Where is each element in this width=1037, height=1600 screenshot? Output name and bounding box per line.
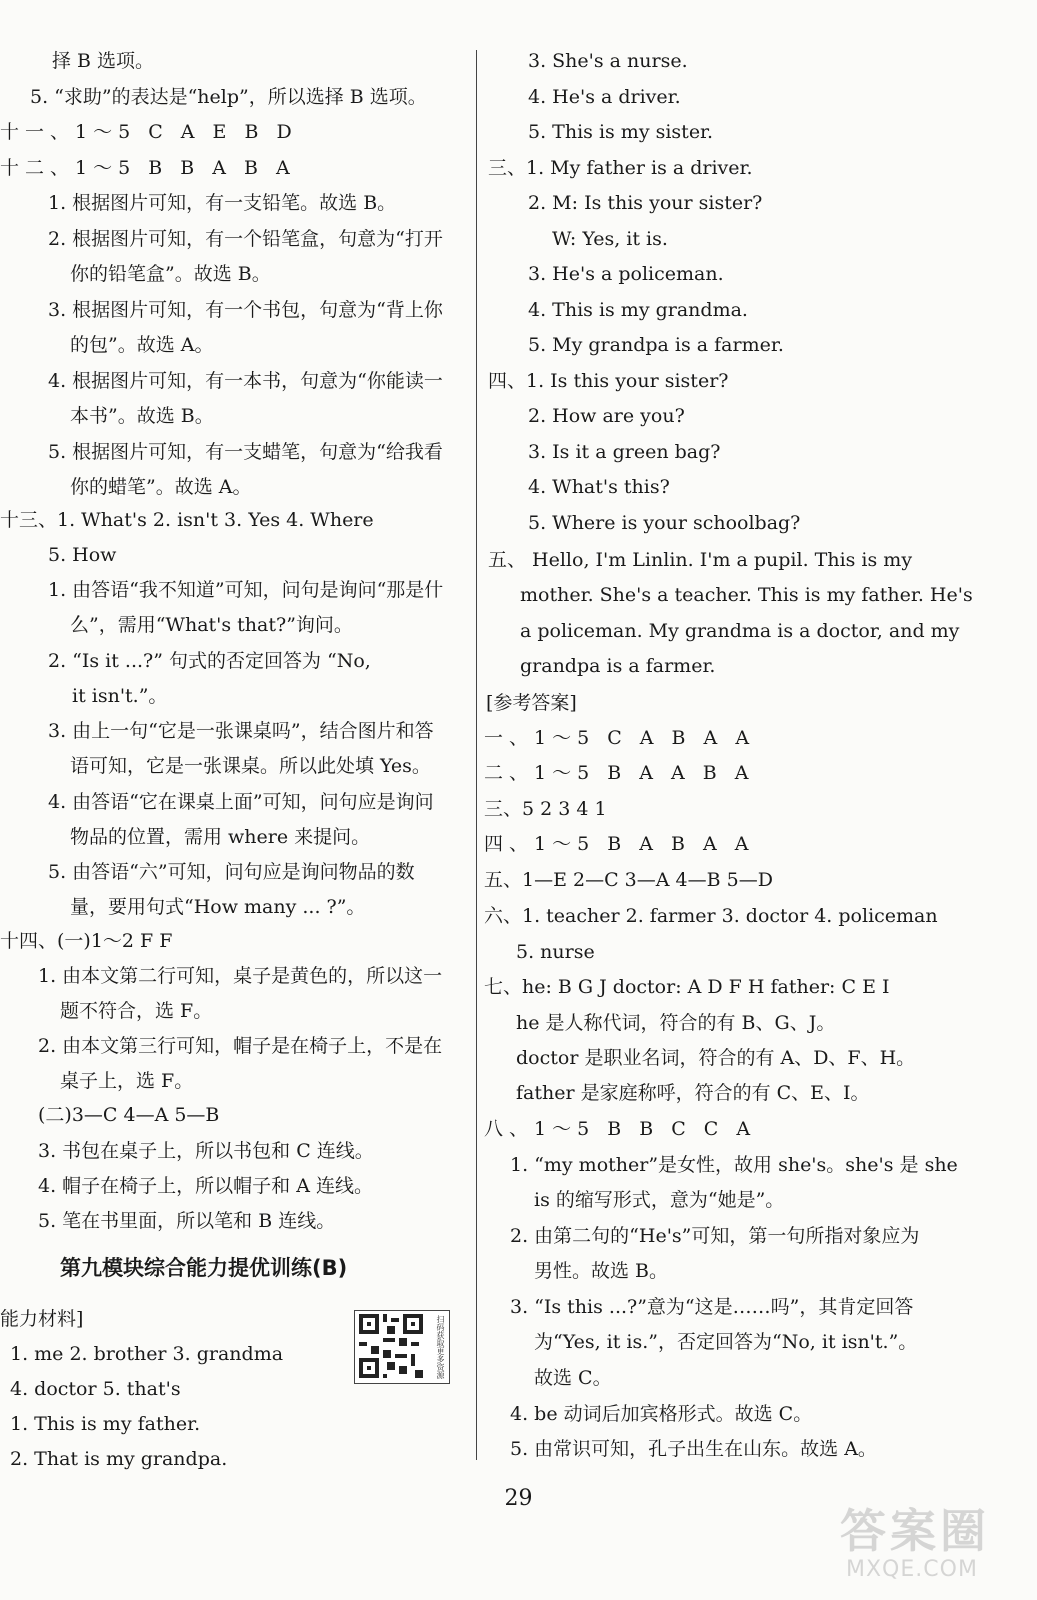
text-line: 3. Is it a green bag? [528,441,721,463]
text-line: 4. This is my grandma. [528,299,748,321]
text-line: 5. 由常识可知，孔子出生在山东。故选 A。 [510,1438,877,1460]
text-line: 你的蜡笔”。故选 A。 [70,476,252,498]
text-line: he 是人称代词，符合的有 B、G、J。 [516,1012,836,1034]
text-line: 八、1～5 B B C C A [484,1118,757,1140]
text-line: 4. 由答语“它在课桌上面”可知，问句应是询问 [48,791,434,813]
text-line: 题不符合，选 F。 [60,1000,213,1022]
text-line: doctor 是职业名词，符合的有 A、D、F、H。 [516,1047,916,1069]
watermark-url: MXQE.COM [846,1557,978,1582]
text-line: mother. She's a teacher. This is my father. He's [520,584,973,606]
text-line: 2. 由第二句的“He's”可知，第一句所指对象应为 [510,1225,920,1247]
text-line: 2. 由本文第三行可知，帽子是在椅子上，不是在 [38,1035,443,1057]
text-line: 十二、1～5 B B A B A [0,157,296,179]
text-line: 2. How are you? [528,405,685,427]
text-line: 2. “Is it ...?” 句式的否定回答为 “No, [48,650,371,672]
text-line: 二、1～5 B A A B A [484,762,755,784]
text-line: 5. 根据图片可知，有一支蜡笔，句意为“给我看 [48,441,443,463]
qr-caption: 扫码获取更多资源 [436,1315,445,1379]
text-line: 十四、(一)1～2 F F [0,930,173,952]
text-line: 3. “Is this ...?”意为“这是……吗”，其肯定回答 [510,1296,914,1318]
qr-code-icon [359,1314,423,1378]
text-line: 五、1—E 2—C 3—A 4—B 5—D [484,869,773,891]
text-line: 5. This is my sister. [528,121,714,143]
text-line: 三、1. My father is a driver. [488,157,753,179]
watermark-logo [840,1495,1030,1595]
text-line: is 的缩写形式，意为“她是”。 [534,1189,785,1211]
text-line: 一、1～5 C A B A A [484,727,756,749]
text-line: 2. That is my grandpa. [10,1448,228,1470]
text-line: 十三、1. What's 2. isn't 3. Yes 4. Where [0,509,374,531]
text-line: father 是家庭称呼，符合的有 C、E、I。 [516,1082,870,1104]
text-line: 量，要用句式“How many ... ?”。 [70,896,366,918]
text-line: 5. nurse [516,941,595,963]
text-line: 4. He's a driver. [528,86,681,108]
text-line: 5. My grandpa is a farmer. [528,334,784,356]
column-divider [476,50,477,1460]
text-line: [参考答案] [486,692,577,714]
page-number: 29 [504,1486,533,1511]
text-line: 你的铅笔盒”。故选 B。 [70,263,271,285]
text-line: 1. 由本文第二行可知，桌子是黄色的，所以这一 [38,965,443,987]
text-line: 4. What's this? [528,476,670,498]
text-line: 1. me 2. brother 3. grandma [10,1343,284,1365]
text-line: 择 B 选项。 [52,50,155,72]
text-line: 三、5 2 3 4 1 [484,798,607,820]
text-line: 四、1～5 B A B A A [484,833,755,855]
text-line: 3. 书包在桌子上，所以书包和 C 连线。 [38,1140,374,1162]
text-line: 男性。故选 B。 [534,1260,669,1282]
text-line: 故选 C。 [534,1367,612,1389]
text-line: 为“Yes, it is.”，否定回答为“No, it isn't.”。 [534,1331,918,1353]
text-line: 七、he: B G J doctor: A D F H father: C E I [484,976,890,998]
text-line: 1. This is my father. [10,1413,201,1435]
watermark-text: 答案圈 [840,1504,990,1558]
text-line: 5. 笔在书里面，所以笔和 B 连线。 [38,1210,336,1232]
text-line: 1. 根据图片可知，有一支铅笔。故选 B。 [48,192,397,214]
text-line: 4. be 动词后加宾格形式。故选 C。 [510,1403,813,1425]
text-line: 3. 根据图片可知，有一个书包，句意为“背上你 [48,299,443,321]
text-line: 5. “求助”的表达是“help”，所以选择 B 选项。 [30,86,427,108]
text-line: 桌子上，选 F。 [60,1070,194,1092]
text-line: 六、1. teacher 2. farmer 3. doctor 4. policeman [484,905,938,927]
text-line: 能力材料] [0,1308,84,1330]
text-line: grandpa is a farmer. [520,655,716,677]
text-line: 5. 由答语“六”可知，问句应是询问物品的数 [48,861,415,883]
text-line: 本书”。故选 B。 [70,405,214,427]
text-line: 语可知，它是一张课桌。所以此处填 Yes。 [70,755,431,777]
text-line: W: Yes, it is. [552,228,668,250]
text-line: 2. M: Is this your sister? [528,192,763,214]
text-line: 物品的位置，需用 where 来提问。 [70,826,371,848]
text-line: 4. 根据图片可知，有一本书，句意为“你能读一 [48,370,443,392]
text-line: 十一、1～5 C A E B D [0,121,298,143]
text-line: a policeman. My grandma is a doctor, and my [520,620,960,642]
text-line: 5. Where is your schoolbag? [528,512,801,534]
text-line: 么”，需用“What's that?”询问。 [70,614,353,636]
text-line: 3. She's a nurse. [528,50,688,72]
text-line: 1. “my mother”是女性，故用 she's。she's 是 she [510,1154,958,1176]
text-line: 五、 Hello, I'm Linlin. I'm a pupil. This is my [488,549,913,571]
text-line: 四、1. Is this your sister? [488,370,729,392]
text-line: (二)3—C 4—A 5—B [38,1104,220,1126]
section-title: 第九模块综合能力提优训练(B) [60,1256,348,1280]
text-line: 3. 由上一句“它是一张课桌吗”，结合图片和答 [48,720,434,742]
text-line: 4. doctor 5. that's [10,1378,181,1400]
text-line: 5. How [48,544,117,566]
text-line: 3. He's a policeman. [528,263,724,285]
text-line: 1. 由答语“我不知道”可知，问句是询问“那是什 [48,579,444,601]
text-line: 2. 根据图片可知，有一个铅笔盒，句意为“打开 [48,228,443,250]
qr-code-box [354,1310,450,1384]
text-line: 的包”。故选 A。 [70,334,214,356]
text-line: 4. 帽子在椅子上，所以帽子和 A 连线。 [38,1175,373,1197]
text-line: it isn't.”。 [72,685,168,707]
